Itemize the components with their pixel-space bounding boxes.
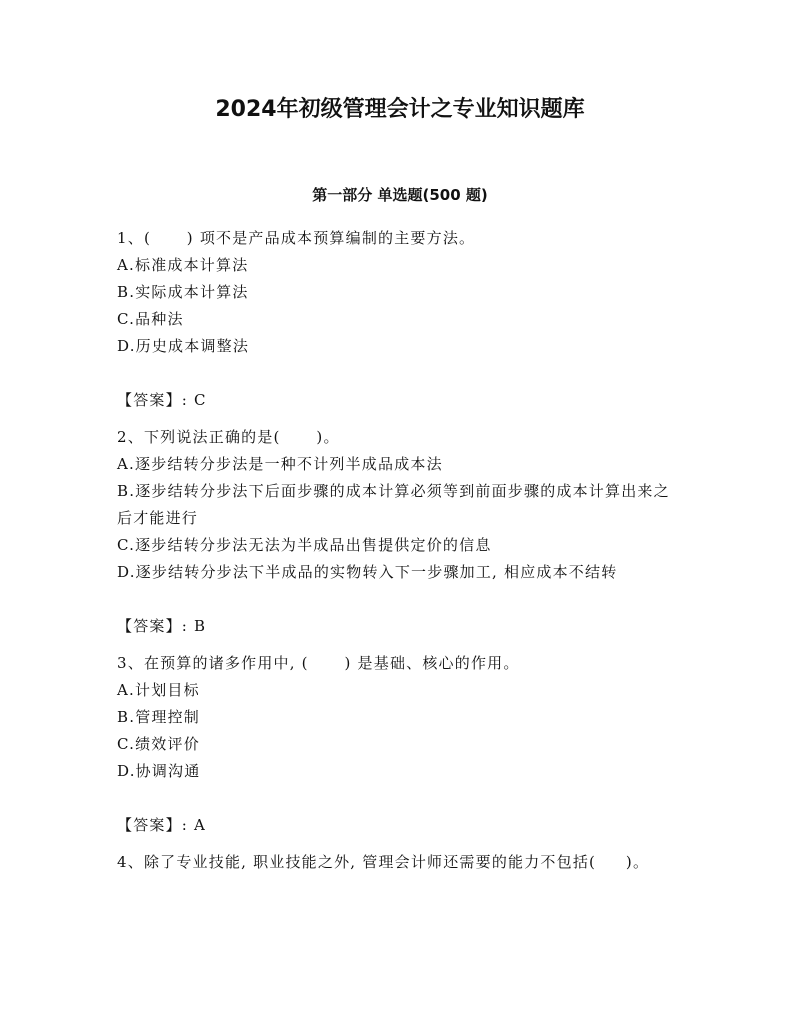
section-heading: 第一部分 单选题(500 题) — [312, 186, 488, 204]
option-a: A.标准成本计算法 — [117, 256, 249, 274]
option-d: D.逐步结转分步法下半成品的实物转入下一步骤加工, 相应成本不结转 — [117, 563, 618, 581]
answer-line: 【答案】: C — [117, 391, 207, 409]
answer-line: 【答案】: A — [117, 816, 207, 834]
answer-line: 【答案】: B — [117, 617, 207, 635]
option-d: D.协调沟通 — [117, 762, 201, 780]
option-b: B.实际成本计算法 — [117, 283, 249, 301]
option-c: C.逐步结转分步法无法为半成品出售提供定价的信息 — [117, 536, 492, 554]
option-c: C.绩效评价 — [117, 735, 200, 753]
question-1 — [117, 225, 677, 414]
question-3 — [117, 650, 677, 839]
option-c: C.品种法 — [117, 310, 184, 328]
question-4 — [117, 849, 677, 876]
option-a: A.计划目标 — [117, 681, 200, 699]
option-b: B.管理控制 — [117, 708, 200, 726]
question-stem: 1、( ) 项不是产品成本预算编制的主要方法。 — [117, 229, 476, 247]
option-a: A.逐步结转分步法是一种不计列半成品成本法 — [117, 455, 443, 473]
document-title: 2024年初级管理会计之专业知识题库 — [215, 97, 585, 122]
question-2 — [117, 424, 677, 640]
option-d: D.历史成本调整法 — [117, 337, 250, 355]
question-list — [117, 225, 677, 876]
question-stem: 2、下列说法正确的是( )。 — [117, 428, 340, 446]
question-stem: 4、除了专业技能, 职业技能之外, 管理会计师还需要的能力不包括( )。 — [117, 853, 650, 871]
question-stem: 3、在预算的诸多作用中, ( ) 是基础、核心的作用。 — [117, 654, 520, 672]
option-b: B.逐步结转分步法下后面步骤的成本计算必须等到前面步骤的成本计算出来之后才能进行 — [117, 482, 670, 527]
